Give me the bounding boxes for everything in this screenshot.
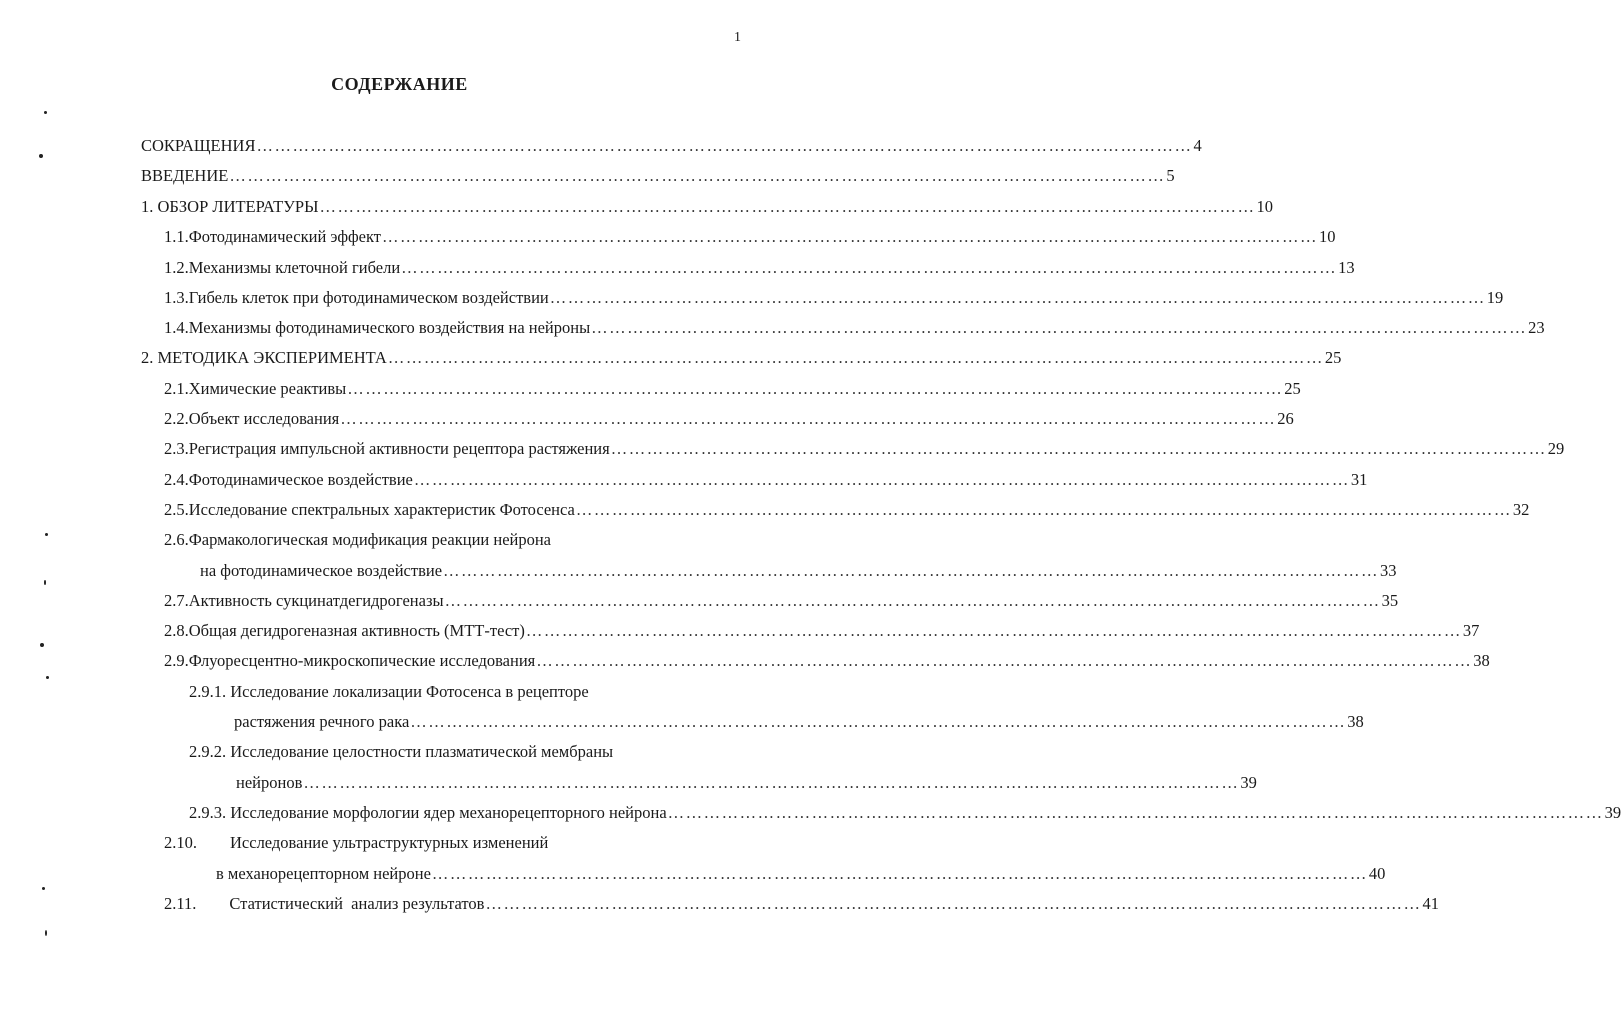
toc-entry-page: 38	[1347, 712, 1364, 731]
scan-speck	[40, 643, 44, 647]
toc-entry-page: 10	[1319, 227, 1336, 246]
toc-entry-page: 4	[1193, 136, 1202, 155]
leader-dots	[576, 500, 1512, 520]
toc-entry-label: нейронов	[236, 773, 303, 792]
scan-speck	[44, 111, 47, 114]
page-title: СОДЕРЖАНИЕ	[331, 74, 468, 94]
toc-entry-label: на фотодинамическое воздействие	[200, 561, 443, 580]
leader-dots	[550, 288, 1486, 308]
toc-entry-page: 10	[1256, 197, 1273, 216]
leader-dots	[303, 773, 1239, 793]
toc-entry-label: 2.5.Исследование спектральных характеристик Фотосенса	[164, 500, 575, 519]
leader-dots	[611, 439, 1547, 459]
toc-entry-page: 40	[1368, 864, 1386, 883]
toc-entry-page: 41	[1422, 894, 1439, 913]
leader-dots	[445, 591, 1381, 611]
toc-entry[interactable]	[164, 500, 1530, 520]
toc-entry[interactable]	[200, 561, 1397, 581]
toc-entry[interactable]	[164, 379, 1301, 399]
leader-dots	[443, 561, 1379, 581]
toc-entry-label: 1.1.Фотодинамический эффект	[164, 227, 381, 246]
leader-dots	[256, 136, 1192, 156]
toc-entry-page: 37	[1462, 621, 1480, 640]
leader-dots	[414, 470, 1350, 490]
scan-speck	[45, 533, 48, 536]
toc-entry-label: растяжения речного рака	[234, 712, 410, 731]
toc-entry-page: 29	[1547, 439, 1565, 458]
toc-entry-label: 2.3.Регистрация импульсной активности рецептора растяжения	[164, 439, 610, 458]
toc-entry-label: СОКРАЩЕНИЯ	[141, 136, 256, 155]
toc-entry-label: 2.8.Общая дегидрогеназная активность (МТТ-тест)	[164, 621, 525, 640]
toc-entry-label: 2.9.3. Исследование морфологии ядер механорецепторного нейрона	[189, 803, 667, 822]
toc-entry-page: 39	[1604, 803, 1621, 822]
toc-entry[interactable]	[141, 348, 1342, 368]
toc-entry[interactable]	[234, 712, 1364, 732]
toc-entry-label: 2.7.Активность сукцинатдегидрогеназы	[164, 591, 444, 610]
scan-speck	[42, 887, 45, 890]
toc-entry-page: 25	[1324, 348, 1342, 367]
toc-entry-label: 2. МЕТОДИКА ЭКСПЕРИМЕНТА	[141, 348, 387, 367]
toc-entry-page: 32	[1512, 500, 1530, 519]
scan-speck	[45, 930, 47, 936]
toc-entry[interactable]	[141, 197, 1273, 217]
leader-dots	[229, 166, 1165, 186]
toc-entry-label: 1.2.Механизмы клеточной гибели	[164, 258, 401, 277]
toc-entry[interactable]	[164, 591, 1399, 611]
scan-speck	[46, 676, 49, 679]
toc-entry-page: 19	[1486, 288, 1504, 307]
toc-entry-page: 35	[1381, 591, 1399, 610]
toc-entry[interactable]	[141, 166, 1175, 186]
toc-entry[interactable]	[164, 439, 1565, 459]
leader-dots	[340, 409, 1276, 429]
leader-dots	[432, 864, 1368, 884]
toc-entry-page: 5	[1166, 166, 1175, 185]
toc-entry-label: 2.9.Флуоресцентно-микроскопические исследования	[164, 651, 536, 670]
scan-speck	[44, 580, 46, 585]
scan-speck	[39, 154, 43, 158]
toc-entry-page: 13	[1338, 258, 1355, 277]
leader-dots	[668, 803, 1604, 823]
toc-entry-label: 2.4.Фотодинамическое воздействие	[164, 470, 413, 489]
toc-entry[interactable]	[236, 773, 1257, 793]
toc-entry-label: 2.2.Объект исследования	[164, 409, 340, 428]
toc-entry[interactable]	[164, 227, 1336, 247]
toc-entry[interactable]	[141, 136, 1202, 156]
leader-dots	[526, 621, 1462, 641]
leader-dots	[591, 318, 1527, 338]
toc-entry-page: 38	[1473, 651, 1490, 670]
toc-entry-label[interactable]: 2.10. Исследование ультраструктурных изменений	[164, 833, 549, 852]
toc-entry-label: 1. ОБЗОР ЛИТЕРАТУРЫ	[141, 197, 319, 216]
toc-entry[interactable]	[164, 258, 1355, 278]
toc-entry[interactable]	[164, 288, 1504, 308]
toc-entry-page: 26	[1277, 409, 1294, 428]
leader-dots	[382, 227, 1318, 247]
toc-entry[interactable]	[164, 470, 1368, 490]
toc-entry[interactable]	[189, 803, 1621, 823]
leader-dots	[536, 651, 1472, 671]
toc-entry-page: 25	[1284, 379, 1301, 398]
leader-dots	[485, 894, 1421, 914]
toc-entry[interactable]	[164, 621, 1480, 641]
page-number: 1	[734, 30, 741, 45]
leader-dots	[320, 197, 1256, 217]
toc-entry[interactable]	[216, 864, 1386, 884]
toc-entry[interactable]	[164, 651, 1490, 671]
toc-entry-page: 23	[1528, 318, 1545, 337]
toc-entry[interactable]	[164, 318, 1545, 338]
toc-entry-page: 31	[1350, 470, 1368, 489]
toc-entry-page: 33	[1380, 561, 1397, 580]
toc-entry-label: 1.3.Гибель клеток при фотодинамическом воздействии	[164, 288, 549, 307]
toc-entry-label: 1.4.Механизмы фотодинамического воздействия на нейроны	[164, 318, 591, 337]
leader-dots	[388, 348, 1324, 368]
toc-entry-label[interactable]: 2.9.2. Исследование целостности плазматической мембраны	[189, 742, 614, 761]
toc-entry[interactable]	[164, 894, 1439, 914]
leader-dots	[401, 258, 1337, 278]
toc-entry-label: ВВЕДЕНИЕ	[141, 166, 229, 185]
toc-entry-label: 2.1.Химические реактивы	[164, 379, 347, 398]
toc-entry-label[interactable]: 2.9.1. Исследование локализации Фотосенса в рецепторе	[189, 682, 589, 701]
toc-entry-label: 2.11. Статистический анализ результатов	[164, 894, 485, 913]
toc-entry-page: 39	[1240, 773, 1257, 792]
toc-entry[interactable]	[164, 409, 1294, 429]
leader-dots	[347, 379, 1283, 399]
leader-dots	[410, 712, 1346, 732]
toc-entry-label: в механорецепторном нейроне	[216, 864, 431, 883]
toc-entry-label[interactable]: 2.6.Фармакологическая модификация реакции нейрона	[164, 530, 552, 549]
